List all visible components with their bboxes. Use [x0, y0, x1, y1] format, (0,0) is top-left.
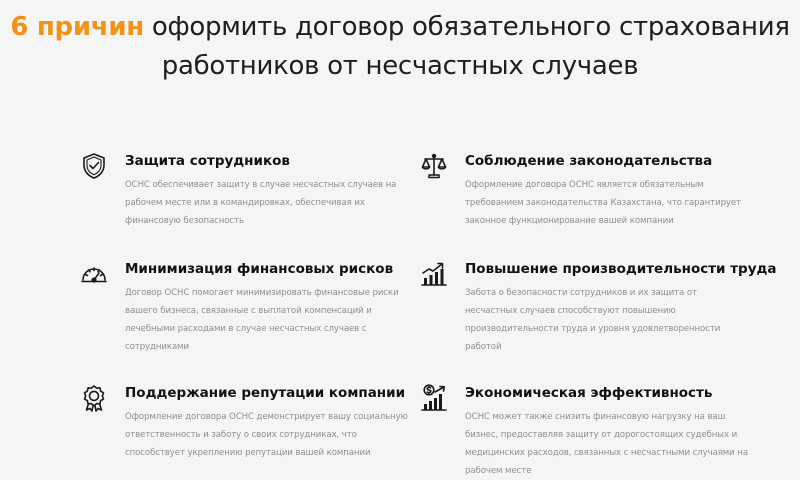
title-accent: 6 причин: [10, 12, 144, 42]
title-line-2: работников от несчастных случаев: [161, 51, 639, 81]
reason-heading: Защита сотрудников: [125, 153, 290, 169]
reason-text: Оформление договора ОСНС является обязательным требованием законодательства Казахстана, что гарантирует законное функционирование вашей компании: [465, 180, 742, 226]
growth-chart-icon: [420, 260, 448, 288]
shield-check-icon: [80, 152, 108, 180]
reason-text: ОСНС может также снизить финансовую нагрузку на ваш бизнес, предоставляя защиту от дорогостоящих судебных и медицинских расходов, связанных с несчастными случаями на рабочем месте: [465, 412, 748, 476]
reason-text: ОСНС обеспечивает защиту в случае несчастных случаев на рабочем месте или в командировках, обеспечивая их финансовую безопасность: [125, 180, 397, 226]
title-line-1: [0, 8, 800, 47]
award-badge-icon: [80, 384, 108, 412]
money-growth-icon: [420, 384, 448, 412]
reason-heading: Экономическая эффективность: [465, 385, 713, 401]
reason-text: Оформление договора ОСНС демонстрирует вашу социальную ответственность и заботу о своих сотрудниках, что способствует укреплению репутации вашей компании: [125, 412, 408, 458]
reason-text: Договор ОСНС помогает минимизировать финансовые риски вашего бизнеса, связанные с выплатой компенсаций и лечебными расходами в случае несчастных случаев с сотрудниками: [125, 288, 399, 352]
reason-heading: Поддержание репутации компании: [125, 385, 406, 401]
scales-icon: [420, 152, 448, 180]
speedometer-icon: [80, 260, 108, 288]
reason-text: Забота о безопасности сотрудников и их защита от несчастных случаев способствуют повышению производительности труда и уровня удовлетворенности работой: [465, 288, 721, 352]
reason-heading: Соблюдение законодательства: [465, 153, 713, 169]
title-line-1-text: оформить договор обязательного страхования: [143, 12, 790, 42]
reason-heading: Повышение производительности труда: [465, 261, 777, 277]
page-title: [0, 8, 800, 86]
reason-heading: Минимизация финансовых рисков: [125, 261, 394, 277]
